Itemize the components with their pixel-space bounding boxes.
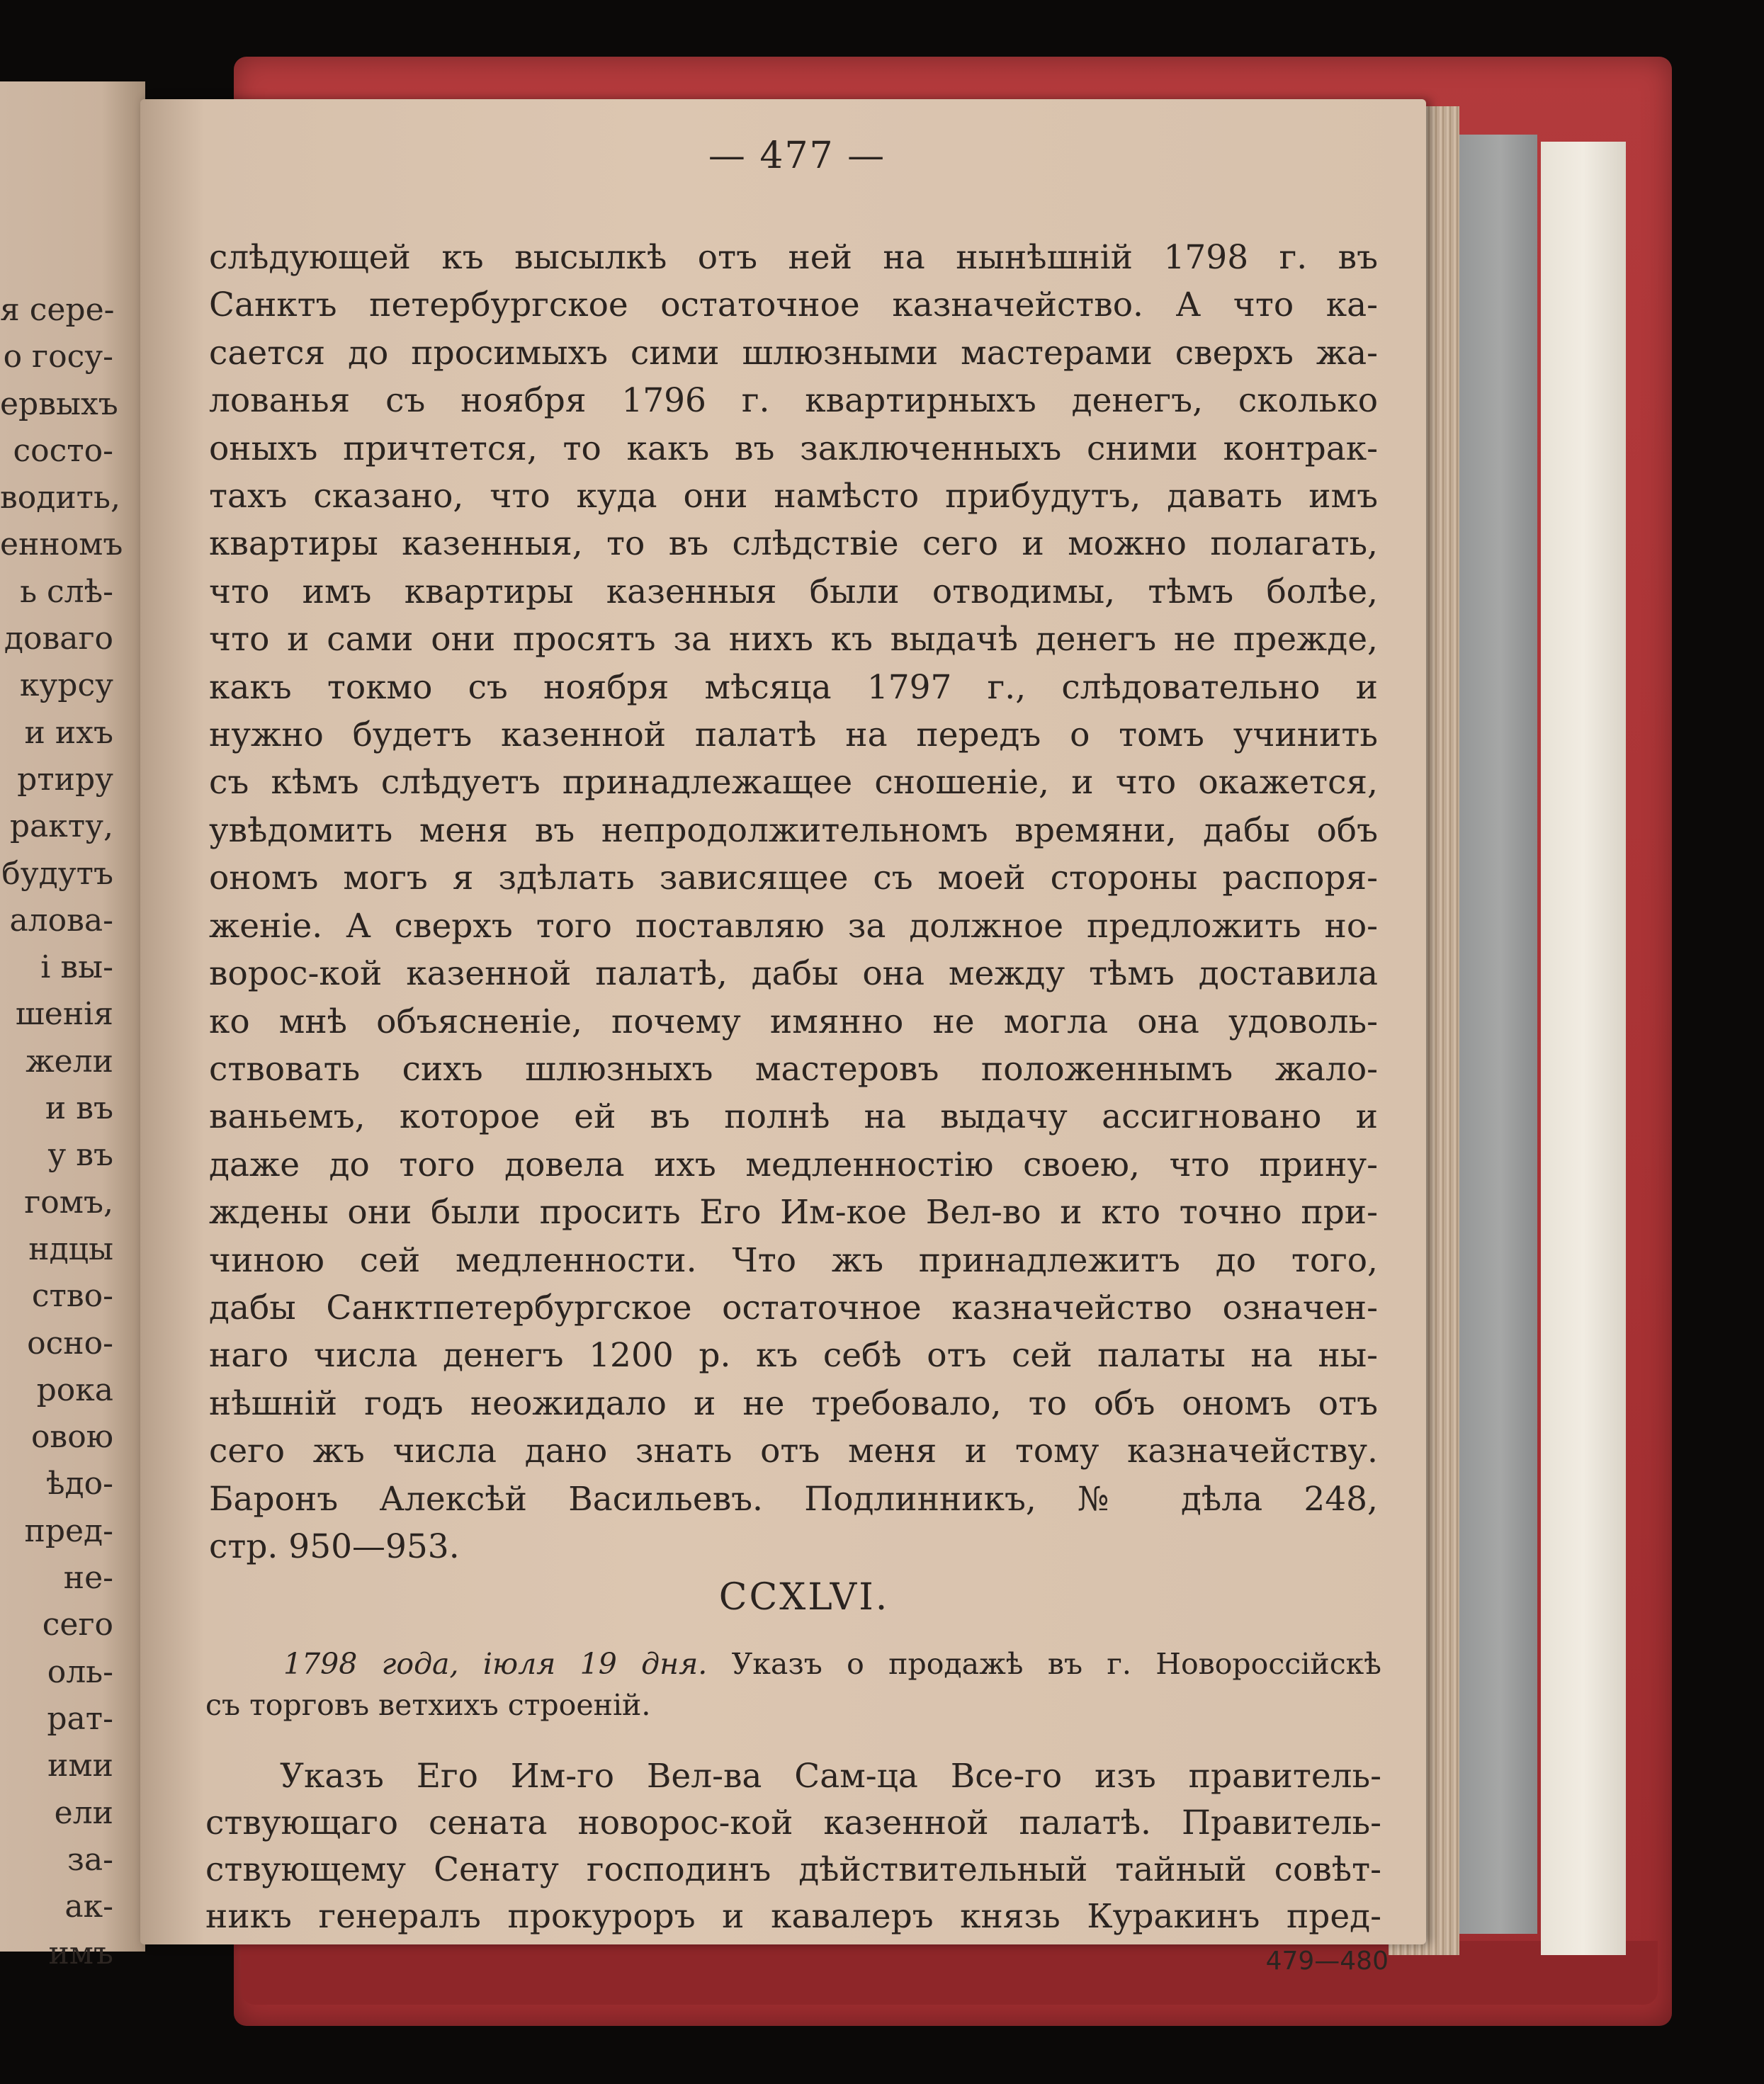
body-line: Санктъ петербургское остаточное казначейство. А что ка-	[209, 285, 1378, 325]
summary-line-1	[205, 1643, 1381, 1684]
summary-line-2: съ торговъ ветхихъ строеній.	[205, 1688, 651, 1722]
body-line: тахъ сказано, что куда они намѣсто прибудутъ, давать имъ	[209, 477, 1378, 516]
body-line: что имъ квартиры казенныя были отводимы, тѣмъ болѣе,	[209, 572, 1378, 611]
left-page-line: ь слѣ-	[20, 573, 113, 610]
left-page-line: ервыхъ	[0, 385, 118, 422]
left-page-line: ртиру	[17, 761, 113, 798]
left-page-line: і вы-	[40, 949, 113, 986]
left-page-line: имъ	[48, 1935, 113, 1972]
body-line: женіе. А сверхъ того поставляю за должное предложить но-	[209, 906, 1378, 946]
body-line: оныхъ причтется, то какъ въ заключенныхъ сними контрак-	[209, 429, 1378, 468]
body-line: даже до того довела ихъ медленностію своею, что прину-	[209, 1145, 1378, 1184]
left-page-line: за-	[67, 1841, 113, 1878]
body-line: что и сами они просятъ за нихъ къ выдачѣ денегъ не прежде,	[209, 620, 1378, 659]
summary-date: 1798 года, іюля 19 дня.	[283, 1647, 708, 1681]
decree-line: Указъ Его Им-го Вел-ва Сам-ца Все-го изъ правитель-	[280, 1757, 1381, 1796]
left-page-line: у въ	[47, 1137, 113, 1174]
body-line: ваньемъ, которое ей въ полнѣ на выдачу ассигновано и	[209, 1097, 1378, 1137]
decree-line: никъ генералъ прокуроръ и кавалеръ князь Куракинъ пред-	[205, 1897, 1381, 1936]
body-line: увѣдомить меня въ непродолжительномъ времяни, дабы объ	[209, 810, 1378, 850]
left-page-line: и въ	[45, 1090, 113, 1127]
left-page-text	[0, 287, 123, 1978]
left-page-line: оль-	[47, 1653, 113, 1690]
body-line: чиною сей медленности. Что жъ принадлежитъ до того,	[209, 1240, 1378, 1280]
left-page-line: ак-	[64, 1888, 113, 1925]
body-line: стр. 950—953.	[209, 1527, 460, 1566]
left-page-line: о госу-	[3, 339, 113, 375]
body-line: дабы Санктпетербургское остаточное казначейство означен-	[209, 1288, 1378, 1327]
decree-line: ствующему Сенату господинъ дѣйствительный тайный совѣт-	[205, 1850, 1381, 1889]
section-heading: CCXLVI.	[718, 1576, 890, 1619]
body-line: Баронъ Алексѣй Васильевъ. Подлинникъ, № дѣла 248,	[209, 1479, 1378, 1519]
body-line: нужно будетъ казенной палатѣ на передъ о томъ учинить	[209, 715, 1378, 755]
left-page-line: пред-	[24, 1512, 113, 1549]
left-page-line: овою	[30, 1419, 113, 1456]
left-page-line: я сере-	[0, 292, 115, 328]
body-line: квартиры казенныя, то въ слѣдствіе сего и можно полагать,	[209, 524, 1378, 564]
left-page-line: ими	[47, 1748, 113, 1784]
left-page-line: ндцы	[28, 1230, 113, 1267]
left-page-line: алова-	[9, 902, 113, 939]
summary-text: Указъ о продажѣ въ г. Новороссійскѣ	[707, 1647, 1382, 1681]
document-summary	[205, 1643, 1381, 1726]
left-page-line: ели	[54, 1794, 113, 1831]
left-page-line: шенія	[15, 996, 113, 1033]
decree-line: ствующаго сената новорос-кой казенной палатѣ. Правитель-	[205, 1803, 1381, 1842]
left-page-line: рат-	[47, 1700, 113, 1737]
left-page-line: енномъ	[0, 526, 123, 563]
left-page-line: ѣдо-	[46, 1466, 113, 1502]
body-line: сается до просимыхъ сими шлюзными мастерами сверхъ жа-	[209, 333, 1378, 373]
body-line: наго числа денегъ 1200 р. къ себѣ отъ сей палаты на ны-	[209, 1336, 1378, 1376]
left-page-line: сего	[42, 1607, 113, 1643]
left-page-line: ракту,	[9, 808, 113, 845]
bookmark-white	[1541, 142, 1626, 1955]
body-line: съ кѣмъ слѣдуетъ принадлежащее сношеніе, и что окажется,	[209, 763, 1378, 803]
body-line: нѣшній годъ неожидало и не требовало, то объ ономъ отъ	[209, 1383, 1378, 1423]
body-line: ономъ могъ я здѣлать зависящее съ моей стороны распоря-	[209, 859, 1378, 898]
body-line: слѣдующей къ высылкѣ отъ ней на нынѣшній 1798 г. въ	[209, 238, 1378, 277]
body-line: ждены они были просить Его Им-кое Вел-во и кто точно при-	[209, 1193, 1378, 1233]
body-line: ворос-кой казенной палатѣ, дабы она между тѣмъ доставила	[209, 954, 1378, 994]
left-page-line: водить,	[0, 480, 120, 516]
page-number: — 477 —	[708, 135, 886, 177]
body-line: какъ токмо съ ноября мѣсяца 1797 г., слѣдовательно и	[209, 667, 1378, 707]
body-line: лованья съ ноября 1796 г. квартирныхъ денегъ, сколько	[209, 381, 1378, 421]
left-page-line: курсу	[19, 667, 113, 704]
left-page-line: жели	[26, 1043, 113, 1080]
left-page-line: ство-	[31, 1278, 113, 1315]
left-page-line: доваго	[4, 621, 113, 657]
left-page-line: не-	[63, 1560, 113, 1597]
body-line: ствовать сихъ шлюзныхъ мастеровъ положеннымъ жало-	[209, 1049, 1378, 1089]
left-page-line: состо-	[13, 432, 113, 469]
body-line: сего жъ числа дано знать отъ меня и тому казначейству.	[209, 1432, 1378, 1471]
left-page-line: гомъ,	[24, 1184, 113, 1221]
body-line: ко мнѣ объясненіе, почему имянно не могла она удоволь-	[209, 1002, 1378, 1041]
left-page-line: и ихъ	[24, 714, 113, 751]
footer-page-range: 479—480	[1265, 1947, 1389, 1976]
left-page-line: рока	[36, 1371, 113, 1408]
left-page-line: будутъ	[1, 855, 113, 892]
body-text	[209, 234, 1378, 1570]
left-page	[0, 81, 145, 1972]
decree-text	[205, 1753, 1381, 1940]
left-page-line: осно-	[27, 1325, 113, 1361]
